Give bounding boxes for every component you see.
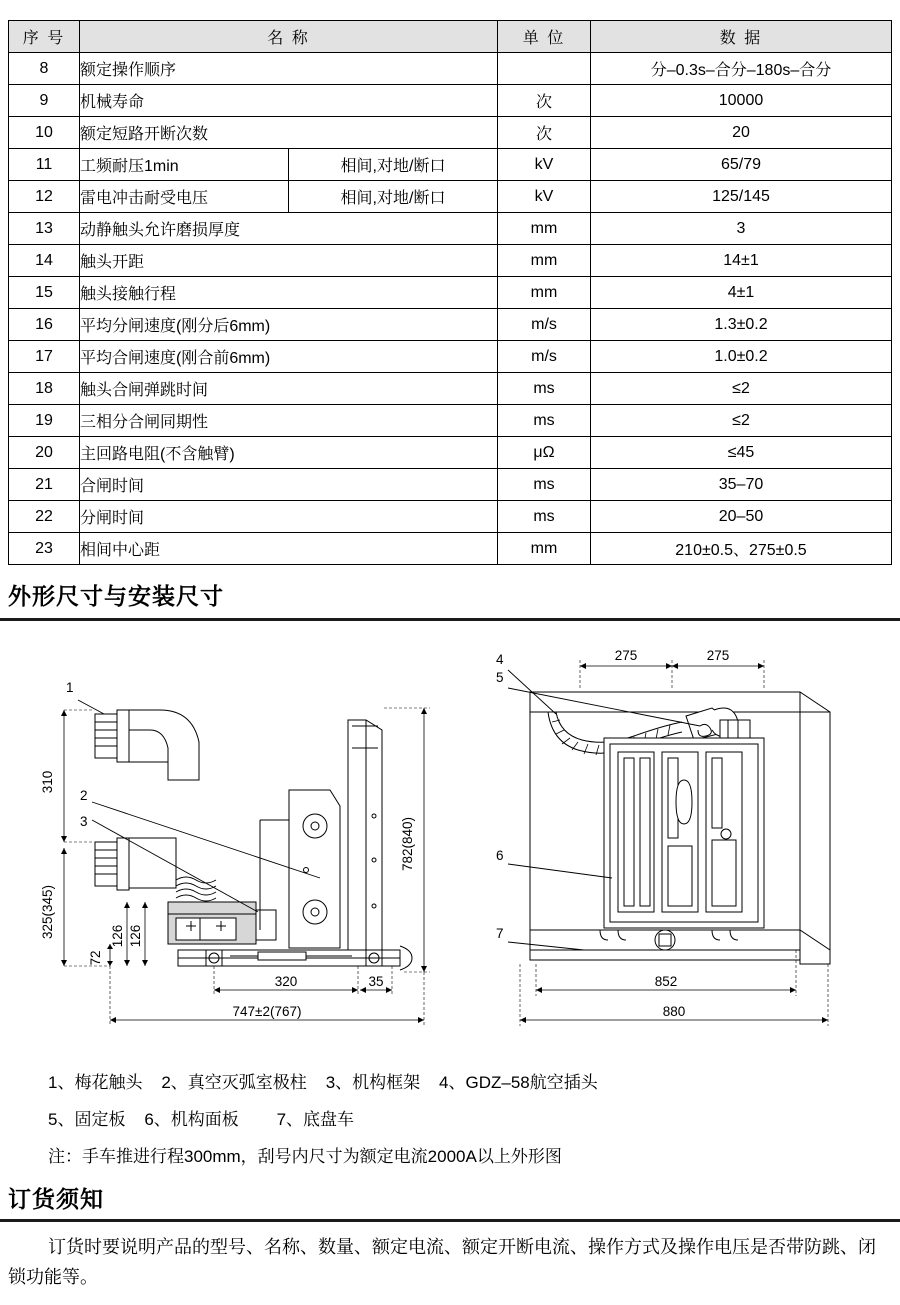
dim-325: 325(345) [40,884,55,940]
cell-data: 14±1 [591,245,892,277]
table-header-row [9,21,892,53]
cell-unit: kV [498,149,591,181]
dim-310: 310 [40,770,55,794]
cell-name: 动静触头允许磨损厚度 [80,213,498,245]
cell-data: 125/145 [591,181,892,213]
dim-126-a: 126 [110,924,125,948]
cell-no: 15 [9,277,80,309]
table-row [9,469,892,501]
dim-35: 35 [368,974,384,989]
section-divider-dimensions [0,618,900,621]
cell-unit: mm [498,533,591,565]
cell-unit: m/s [498,341,591,373]
cell-data: ≤2 [591,373,892,405]
callout-6: 6 [496,848,504,863]
cell-no: 12 [9,181,80,213]
cell-data: 1.3±0.2 [591,309,892,341]
table-row [9,405,892,437]
cell-unit: ms [498,469,591,501]
cell-data: 65/79 [591,149,892,181]
cell-no: 21 [9,469,80,501]
cell-no: 20 [9,437,80,469]
cell-name: 平均合闸速度(刚合前6mm) [80,341,498,373]
cell-data: 20–50 [591,501,892,533]
table-row [9,117,892,149]
cell-unit: ms [498,501,591,533]
cell-no: 13 [9,213,80,245]
table-row [9,53,892,85]
section-title-order: 订货须知 [8,1186,104,1212]
cell-name: 机械寿命 [80,85,498,117]
cell-no: 11 [9,149,80,181]
header-data: 数 据 [591,21,892,53]
cell-name: 工频耐压1min [80,149,289,181]
cell-data: 分–0.3s–合分–180s–合分 [591,53,892,85]
table-row [9,277,892,309]
cell-name: 触头开距 [80,245,498,277]
order-notice-text: 订货时要说明产品的型号、名称、数量、额定电流、额定开断电流、操作方式及操作电压是否带防跳、闭锁功能等。 [8,1237,876,1287]
legend-line-1: 1、梅花触头 2、真空灭弧室极柱 3、机构框架 4、GDZ–58航空插头 [48,1073,598,1092]
callout-5: 5 [496,670,504,685]
cell-data: 10000 [591,85,892,117]
cell-unit: mm [498,245,591,277]
cell-data: ≤45 [591,437,892,469]
dim-275-a: 275 [614,648,638,663]
table-row [9,437,892,469]
cell-data: 20 [591,117,892,149]
cell-name: 平均分闸速度(刚分后6mm) [80,309,498,341]
cell-no: 14 [9,245,80,277]
callout-7: 7 [496,926,504,941]
specification-table [8,20,892,565]
legend-note: 注：手车推进行程300mm，刮号内尺寸为额定电流2000A以上外形图 [48,1147,562,1166]
dim-126-b: 126 [128,924,143,948]
cell-data: 4±1 [591,277,892,309]
table-row [9,85,892,117]
table-row [9,501,892,533]
cell-name: 三相分合闸同期性 [80,405,498,437]
cell-no: 9 [9,85,80,117]
header-no: 序 号 [9,21,80,53]
cell-unit: mm [498,213,591,245]
cell-no: 16 [9,309,80,341]
cell-no: 17 [9,341,80,373]
cell-unit: μΩ [498,437,591,469]
cell-no: 23 [9,533,80,565]
cell-unit: m/s [498,309,591,341]
cell-no: 22 [9,501,80,533]
cell-name: 触头接触行程 [80,277,498,309]
cell-data: 210±0.5、275±0.5 [591,533,892,565]
cell-data: 1.0±0.2 [591,341,892,373]
cell-name: 额定操作顺序 [80,53,498,85]
cell-data: 35–70 [591,469,892,501]
cell-name: 分闸时间 [80,501,498,533]
cell-data: ≤2 [591,405,892,437]
cell-unit: 次 [498,85,591,117]
dim-747: 747±2(767) [232,1004,302,1019]
dim-852: 852 [654,974,678,989]
table-row [9,245,892,277]
cell-name: 触头合闸弹跳时间 [80,373,498,405]
dim-880: 880 [662,1004,686,1019]
cell-unit: 次 [498,117,591,149]
cell-unit: ms [498,373,591,405]
table-row [9,373,892,405]
dim-782: 782(840) [400,816,415,872]
section-title-dimensions: 外形尺寸与安装尺寸 [8,583,224,609]
table-body [9,53,892,565]
cell-no: 8 [9,53,80,85]
cell-no: 19 [9,405,80,437]
table-row [9,181,892,213]
cell-name: 雷电冲击耐受电压 [80,181,289,213]
callout-3: 3 [80,814,88,829]
table-row [9,213,892,245]
cell-subname: 相间,对地/断口 [289,181,498,213]
table-row [9,149,892,181]
dim-275-b: 275 [706,648,730,663]
legend-line-2: 5、固定板 6、机构面板 7、底盘车 [48,1110,355,1129]
cell-unit: kV [498,181,591,213]
table-row [9,533,892,565]
header-unit: 单 位 [498,21,591,53]
cell-subname: 相间,对地/断口 [289,149,498,181]
dim-72: 72 [88,950,103,966]
section-divider-order [0,1219,900,1222]
cell-data: 3 [591,213,892,245]
cell-no: 10 [9,117,80,149]
dim-320: 320 [274,974,298,989]
callout-2: 2 [80,788,88,803]
cell-name: 合闸时间 [80,469,498,501]
cell-unit [498,53,591,85]
cell-name: 相间中心距 [80,533,498,565]
cell-name: 主回路电阻(不含触臂) [80,437,498,469]
table-row [9,309,892,341]
dimension-drawing [0,630,900,1060]
cell-unit: ms [498,405,591,437]
table-row [9,341,892,373]
table-header [9,21,892,53]
cell-name: 额定短路开断次数 [80,117,498,149]
header-name: 名 称 [80,21,498,53]
cell-unit: mm [498,277,591,309]
cell-no: 18 [9,373,80,405]
callout-4: 4 [496,652,504,667]
callout-1: 1 [66,680,74,695]
